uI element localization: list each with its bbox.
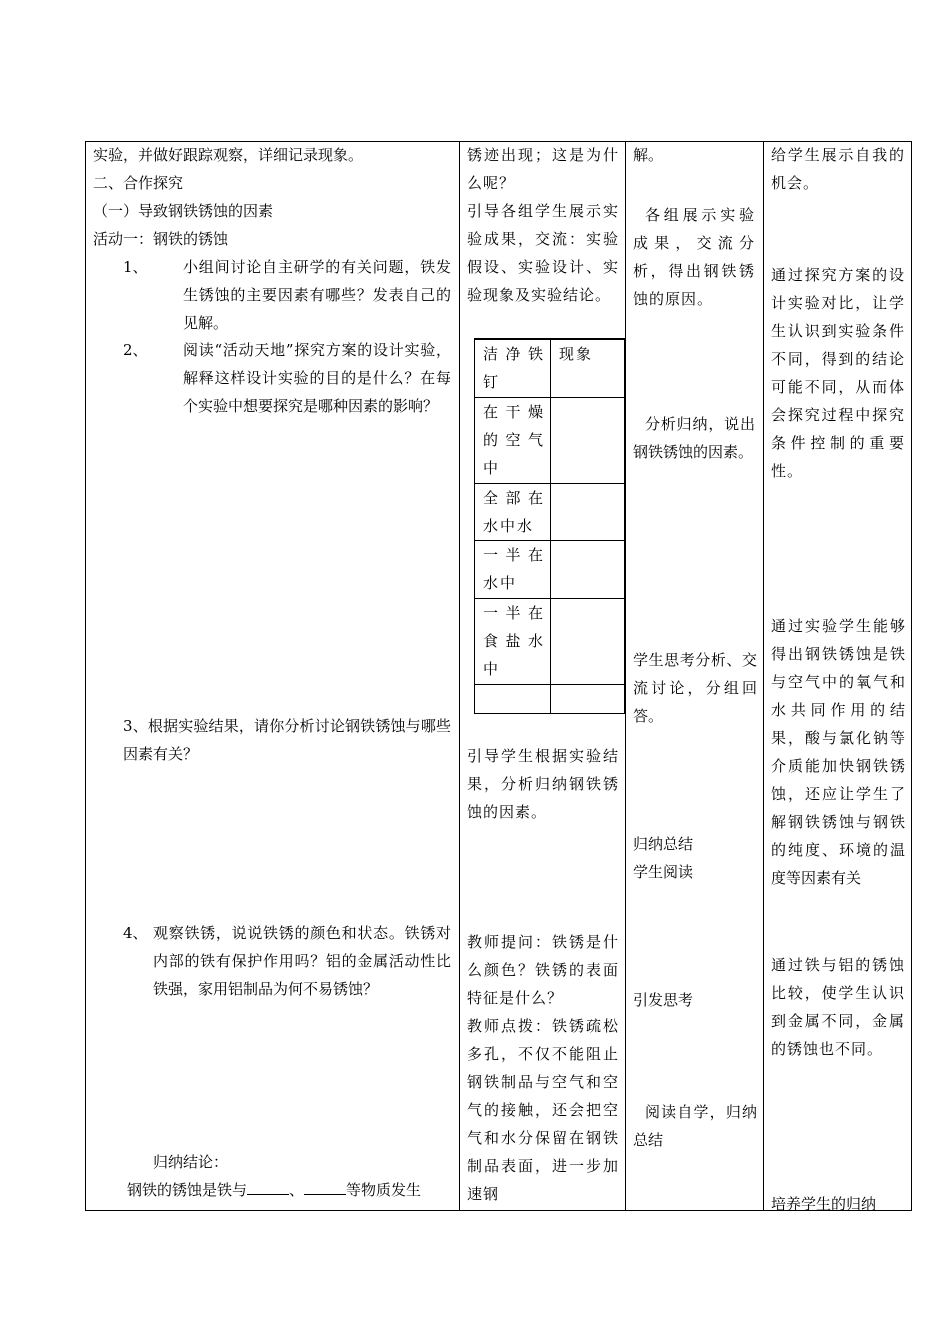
teacher-text: 教师点拨：铁锈疏松多孔，不仅不能阻止钢铁制品与空气和空气的接触，还会把空气和水分保留在钢铁制品表面，进一步加速钢 [467, 1017, 619, 1203]
student-text: 归纳总结 [633, 835, 694, 853]
item-number: 1、 [123, 258, 148, 276]
student-text: 学生阅读 [633, 863, 694, 881]
item-text: 小组间讨论自主研学的有关问题，铁发生锈蚀的主要因素有哪些？发表自己的见解。 [183, 258, 451, 332]
item-number: 2、 [123, 341, 148, 359]
intent-text: 通过探究方案的设计实验对比，让学生认识到实验条件不同，得到的结论可能不同，从而体会探究过程中探究条件控制的重要性。 [771, 266, 905, 480]
item-text: 3、根据实验结果，请你分析讨论钢铁锈蚀与哪些因素有关？ [123, 717, 451, 763]
table-cell: 一半在食盐水中 [483, 604, 545, 678]
student-text: 解。 [633, 146, 664, 164]
table-row [475, 339, 624, 398]
table-row [475, 397, 624, 484]
item-number: 4、 [123, 924, 148, 942]
student-text: 引发思考 [633, 991, 694, 1009]
student-text: 各组展示实验成果，交流分析，得出钢铁锈蚀的原因。 [633, 206, 755, 308]
subsection-heading: （一）导致钢铁锈蚀的因素 [93, 202, 274, 220]
table-cell: 全部在水中水 [483, 489, 545, 535]
intent-text: 培养学生的归纳 [771, 1195, 877, 1213]
table-row [475, 483, 624, 541]
student-text: 学生思考分析、交流讨论，分组回答。 [633, 651, 757, 725]
fill-blank [247, 1180, 289, 1195]
conclusion-text: 等物质发生 [346, 1181, 422, 1199]
conclusion-text: 钢铁的锈蚀是铁与 [127, 1181, 248, 1199]
item-text: 阅读“活动天地”探究方案的设计实验，解释这样设计实验的目的是什么？在每个实验中想要探究是哪种因素的影响？ [183, 341, 451, 415]
conclusion-line [127, 1176, 421, 1204]
student-text: 阅读自学，归纳总结 [633, 1103, 757, 1149]
fill-blank [304, 1180, 346, 1195]
teacher-text: 锈迹出现；这是为什么呢？ [467, 146, 619, 192]
teacher-text: 教师提问：铁锈是什么颜色？铁锈的表面特征是什么？ [467, 933, 619, 1007]
section-heading: 二、合作探究 [93, 174, 184, 192]
activity-heading: 活动一：钢铁的锈蚀 [93, 230, 229, 248]
intent-text: 给学生展示自我的机会。 [771, 146, 905, 192]
student-text: 分析归纳，说出钢铁锈蚀的因素。 [633, 415, 755, 461]
item-text: 观察铁锈，说说铁锈的颜色和状态。铁锈对内部的铁有保护作用吗？铝的金属活动性比铁强，家用铝制品为何不易锈蚀？ [153, 924, 451, 998]
conclusion-text: 、 [289, 1181, 305, 1199]
column-divider [459, 141, 460, 1211]
teacher-text: 引导各组学生展示实验成果，交流：实验假设、实验设计、实验现象及实验结论。 [467, 202, 619, 304]
column-divider [625, 141, 626, 1211]
table-cell: 现象 [559, 345, 594, 363]
table-cell: 在干燥的空气中 [483, 403, 545, 477]
intent-text: 通过铁与铝的锈蚀比较，使学生认识到金属不同，金属的锈蚀也不同。 [771, 956, 905, 1058]
intent-text: 通过实验学生能够得出钢铁锈蚀是铁与空气中的氧气和水共同作用的结果，酸与氯化钠等介质能加快钢铁锈蚀，还应让学生了解钢铁锈蚀与钢铁的纯度、环境的温度等因素有关 [771, 617, 905, 887]
table-row [475, 684, 624, 714]
experiment-table [474, 338, 625, 714]
table-row [475, 598, 624, 685]
text-line: 实验，并做好跟踪观察，详细记录现象。 [93, 146, 364, 164]
conclusion-title: 归纳结论： [153, 1153, 229, 1171]
table-row [475, 540, 624, 599]
column-divider [763, 141, 764, 1211]
table-cell: 洁净铁钉 [483, 345, 545, 391]
table-cell: 一半在水中 [483, 546, 545, 592]
teacher-text: 引导学生根据实验结果，分析归纳钢铁锈蚀的因素。 [467, 747, 619, 821]
